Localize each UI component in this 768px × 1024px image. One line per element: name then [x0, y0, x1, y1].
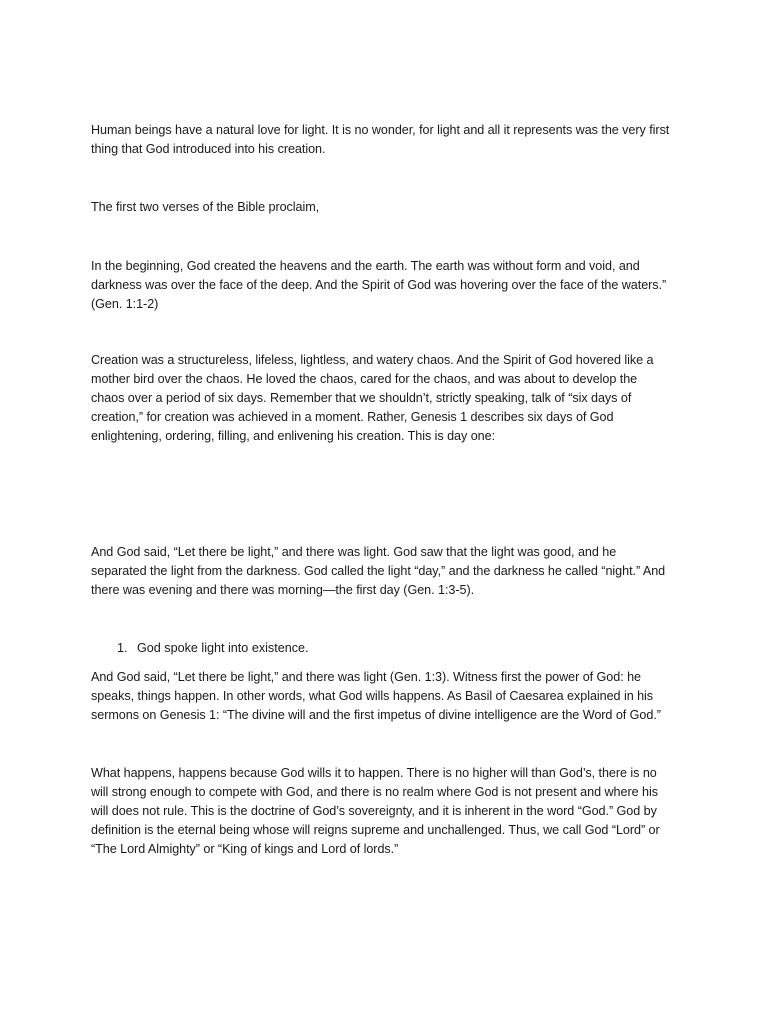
list-marker: 1. — [117, 641, 128, 655]
paragraph-genesis-quote: In the beginning, God created the heavens and the earth. The earth was without form and void, and darkness was over the face of the deep. And the Spirit of God was hovering over the face of the waters.” (Gen. 1:1-2) — [91, 259, 667, 311]
paragraph-sovereignty: What happens, happens because God wills it to happen. There is no higher will than God’s, there is no will strong enough to compete with God, and there is no realm where God is not present and where his will does not rule. This is the doctrine of God’s sovereignty, and it is inherent in the word “God.” God by definition is the eternal being whose will reigns supreme and unchallenged. Thus, we call God “Lord” or “The Lord Almighty” or “King of kings and Lord of lords.” — [91, 766, 660, 856]
paragraph-day-one-quote: And God said, “Let there be light,” and there was light. God saw that the light was good, and he separated the light from the darkness. God called the light “day,” and the darkness he called “night.” And there was evening and there was morning—the first day (Gen. 1:3-5). — [91, 545, 666, 597]
paragraph-power-of-god: And God said, “Let there be light,” and there was light (Gen. 1:3). Witness first the power of God: he speaks, things happen. In other words, what God wills happens. As Basil of Caesarea explained in his sermons on Genesis 1: “The divine will and the first impetus of divine intelligence are the Word of God.” — [91, 670, 661, 722]
paragraph-verses-intro: The first two verses of the Bible proclaim, — [91, 200, 320, 214]
paragraph-intro: Human beings have a natural love for light. It is no wonder, for light and all it represents was the very first thing that God introduced into his creation. — [91, 123, 670, 156]
list-item — [117, 639, 677, 658]
list-item-text: God spoke light into existence. — [137, 641, 309, 655]
paragraph-creation-chaos: Creation was a structureless, lifeless, lightless, and watery chaos. And the Spirit of God hovered like a mother bird over the chaos. He loved the chaos, cared for the chaos, and was about to develop the chaos over a period of six days. Remember that we shouldn’t, strictly speaking, talk of “six days of creation,” for creation was achieved in a moment. Rather, Genesis 1 describes six days of God enlightening, ordering, filling, and enlivening his creation. This is day one: — [91, 353, 654, 443]
